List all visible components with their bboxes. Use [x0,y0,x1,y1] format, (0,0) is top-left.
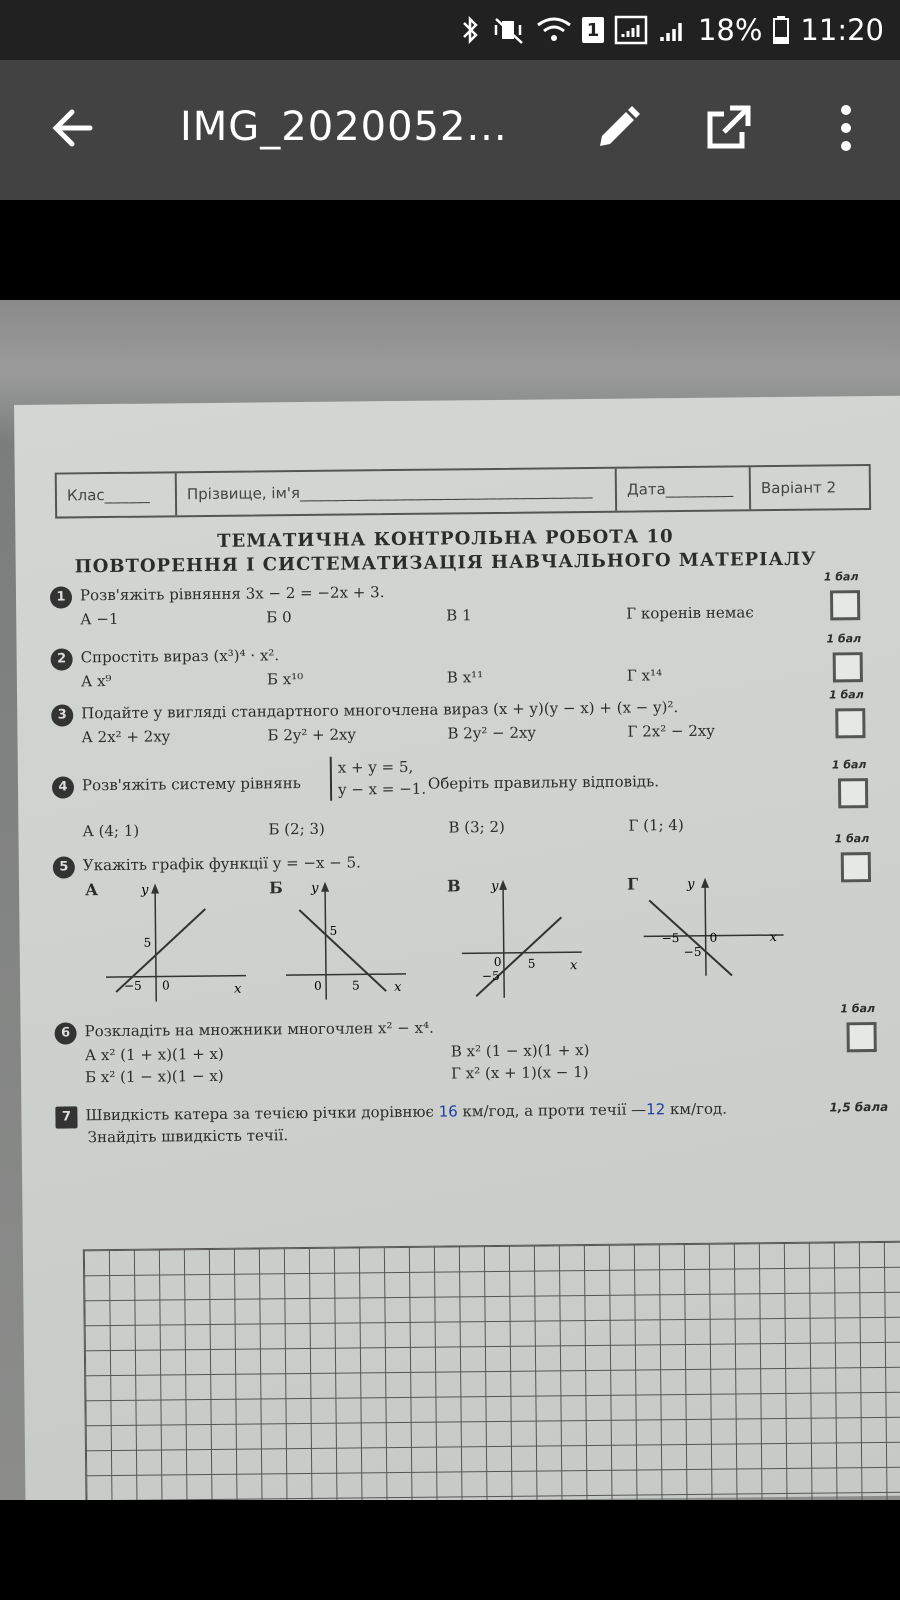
q7-points: 1,5 бала [829,1099,889,1115]
q1-answer-box[interactable] [830,590,860,620]
q6-option-a: А x² (1 + x)(1 + x) [84,1044,224,1065]
q7-handwritten-12: 12 [646,1100,666,1119]
graph-d-x-label: x [769,930,778,946]
variant-field: Варіант 2 [760,478,837,498]
app-bar [0,60,900,200]
q2-option-b: Б x¹⁰ [266,669,304,689]
q7-handwritten-16: 16 [438,1102,458,1121]
photo-viewer[interactable] [0,300,900,1500]
vibrate-mute-icon [492,15,526,45]
graph-a-m5: −5 [124,978,142,993]
question-2: 2 Спростіть вираз (x³)⁴ · x². [51,646,280,670]
question-7-line2: Знайдіть швидкість течії. [87,1126,289,1147]
q2-answer-box[interactable] [833,652,863,682]
graph-a-0: 0 [162,978,170,993]
q4-system: x + y = 5, y − x = −1. [330,756,426,801]
graph-b [285,879,436,1001]
title-line-1: ТЕМАТИЧНА КОНТРОЛЬНА РОБОТА 10 [217,526,674,552]
q3-points: 1 бал [829,688,864,702]
sim-slot-icon: 1 [582,17,604,43]
more-options-icon[interactable] [808,98,868,158]
graph-b-5x: 5 [352,978,360,993]
q3-option-c: В 2y² − 2xy [447,723,536,743]
back-arrow-icon[interactable] [44,98,104,158]
worksheet-paper [14,396,900,1500]
q4-option-d: Г (1; 4) [628,816,684,835]
q5-answer-box[interactable] [841,852,871,882]
graph-b-y-label: y [310,880,319,896]
q5-points: 1 бал [834,832,870,846]
question-1: 1 Розв'яжіть рівняння 3x − 2 = −2x + 3. [50,583,385,609]
q3-option-d: Г 2x² − 2xy [627,721,715,741]
q6-option-d: Г x² (x + 1)(x − 1) [450,1063,589,1083]
q4-option-c: В (3; 2) [448,817,505,837]
answer-grid [83,1241,900,1500]
graph-b-0: 0 [314,978,322,993]
bluetooth-icon [460,15,482,45]
graph-a-y-label: y [141,882,149,898]
graph-a-x-label: x [234,981,242,997]
q4-answer-box[interactable] [838,778,868,808]
battery-icon [772,15,790,45]
surname-field: Прізвище, ім'я_______________________________________ [177,469,617,516]
clock: 11:20 [800,13,884,47]
q1-option-a: А −1 [80,609,119,629]
q6-answer-box[interactable] [847,1022,877,1052]
graph-d-m5y: −5 [683,944,702,960]
question-6: 6 Розкладіть на множники многочлен x² − x⁴. [54,1019,433,1045]
graph-c-label: В [446,876,461,896]
status-bar [0,0,900,60]
question-5: 5 Укажіть графік функції y = −x − 5. [53,853,361,878]
graph-c-m5: −5 [481,968,500,984]
graph-c-x-label: x [569,958,578,974]
graph-b-label: Б [268,878,283,898]
q6-points: 1 бал [840,1002,876,1016]
graph-c [461,877,612,999]
edit-pencil-icon[interactable] [588,98,648,158]
graph-b-5: 5 [329,923,338,938]
q4-option-a: А (4; 1) [82,821,140,841]
graph-a-5: 5 [143,935,152,950]
graph-b-x-label: x [394,979,402,996]
q4-instruction: Оберіть правильну відповідь. [427,772,660,793]
graph-c-0: 0 [493,954,502,970]
q4-option-b: Б (2; 3) [268,819,325,839]
date-field: Дата_________ [617,467,751,510]
open-external-icon[interactable] [698,98,758,158]
q2-option-a: А x⁹ [80,671,112,691]
question-3: 3 Подайте у вигляді стандартного многочлена вираз (x + y)(y − x) + (x − y)². [51,698,678,727]
graph-d [643,875,794,997]
graph-d-label: Г [626,874,639,894]
graph-a [105,881,256,1003]
q1-option-c: В 1 [446,606,472,625]
class-field: Клас______ [57,473,177,516]
graph-d-y-label: y [686,876,695,892]
q4-points: 1 бал [831,758,867,772]
graph-a-label: А [84,880,99,900]
wifi-icon [536,15,572,45]
question-4: 4 Розв'яжіть систему рівнянь [52,774,301,799]
q2-points: 1 бал [826,632,862,646]
q3-option-a: А 2x² + 2xy [81,727,171,747]
q2-option-c: В x¹¹ [446,668,484,687]
image-title: IMG_2020052... [180,104,508,150]
q2-option-d: Г x¹⁴ [626,666,663,685]
q3-option-b: Б 2y² + 2xy [267,725,356,745]
q6-option-c: В x² (1 − x)(1 + x) [450,1041,590,1061]
q1-option-d: Г коренів немає [626,603,754,623]
graph-c-y-label: y [490,878,499,895]
title-line-2: ПОВТОРЕННЯ І СИСТЕМАТИЗАЦІЯ НАВЧАЛЬНОГО МАТЕРІАЛУ [74,548,817,578]
signal-sim1-icon [614,15,648,45]
battery-percent: 18% [697,13,763,47]
graph-d-m5x: −5 [661,931,680,946]
header-box [55,464,871,519]
signal-sim2-icon [658,15,688,45]
question-7: 7 Швидкість катера за течією річки дорівнює 16 км/год, а проти течії —12 км/год. [55,1100,727,1129]
q6-option-b: Б x² (1 − x)(1 − x) [84,1066,224,1087]
q3-answer-box[interactable] [835,708,865,738]
q1-option-b: Б 0 [266,608,292,627]
graph-d-0: 0 [709,930,718,945]
q1-points: 1 бал [823,570,859,584]
graph-c-5: 5 [527,956,536,971]
